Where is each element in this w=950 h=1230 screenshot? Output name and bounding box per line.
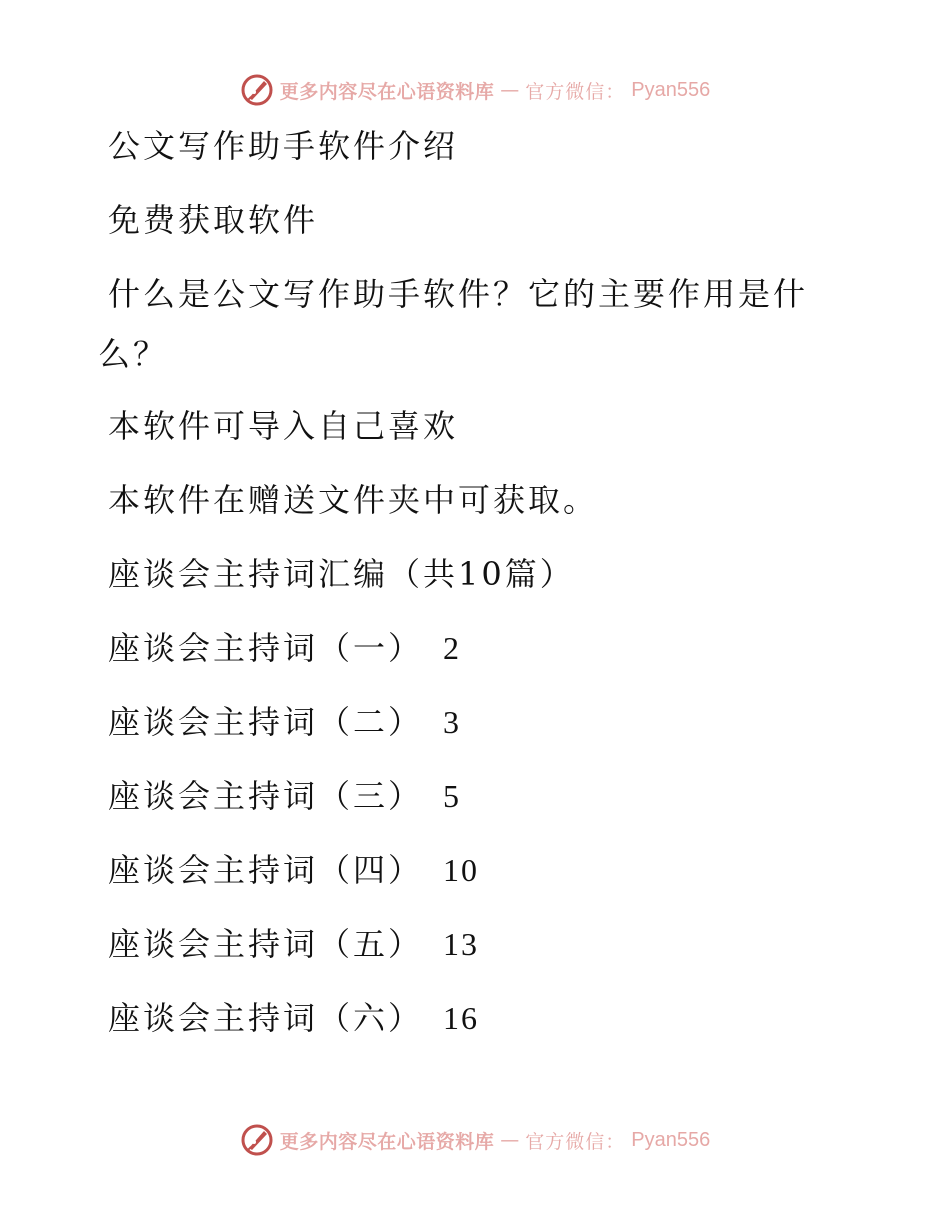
footer-watermark-inner: [240, 1123, 711, 1157]
toc-entry-title: 座谈会主持词（一）: [108, 629, 424, 667]
toc-entry-page: 10: [443, 852, 480, 888]
header-watermark-inner: [240, 73, 711, 107]
watermark-separator: —: [500, 1129, 520, 1151]
toc-entry-page: 3: [443, 704, 462, 740]
toc-entry-page: 16: [443, 1000, 480, 1036]
watermark-text: 更多内容尽在心语资料库: [279, 80, 495, 103]
doc-section-heading: 座谈会主持词汇编（共10篇）: [108, 555, 575, 593]
toc-entry: [108, 924, 479, 964]
watermark-separator: —: [500, 79, 520, 101]
toc-entry-title: 座谈会主持词（六）: [108, 999, 424, 1037]
doc-line-gift-folder: 本软件在赠送文件夹中可获取。: [108, 481, 599, 519]
toc-entry-page: 2: [443, 630, 462, 666]
header-watermark: [0, 70, 950, 110]
doc-line-import: 本软件可导入自己喜欢: [108, 407, 459, 445]
quill-logo-icon: [240, 1123, 274, 1157]
doc-line-question: 什么是公文写作助手软件？它的主要作用是什: [108, 275, 809, 313]
watermark-wechat-label: 官方微信：: [525, 80, 626, 103]
toc-entry-page: 13: [443, 926, 480, 962]
watermark-wechat-id: Pyan556: [631, 1128, 711, 1151]
toc-entry: [108, 628, 461, 668]
toc-entry-title: 座谈会主持词（三）: [108, 777, 424, 815]
quill-logo-icon: [240, 73, 274, 107]
toc-entry: [108, 776, 461, 816]
doc-line-question-cont: 么？: [98, 335, 169, 373]
toc-entry: [108, 998, 479, 1038]
toc-entry-page: 5: [443, 778, 462, 814]
footer-watermark: [0, 1120, 950, 1160]
doc-title: 公文写作助手软件介绍: [108, 127, 459, 165]
watermark-wechat-id: Pyan556: [631, 78, 711, 101]
doc-line-free-software: 免费获取软件: [108, 201, 319, 239]
watermark-text: 更多内容尽在心语资料库: [279, 1130, 495, 1153]
toc-entry-title: 座谈会主持词（二）: [108, 703, 424, 741]
toc-entry: [108, 702, 461, 742]
toc-entry-title: 座谈会主持词（四）: [108, 851, 424, 889]
toc-entry: [108, 850, 479, 890]
toc-entry-title: 座谈会主持词（五）: [108, 925, 424, 963]
watermark-wechat-label: 官方微信：: [525, 1130, 626, 1153]
